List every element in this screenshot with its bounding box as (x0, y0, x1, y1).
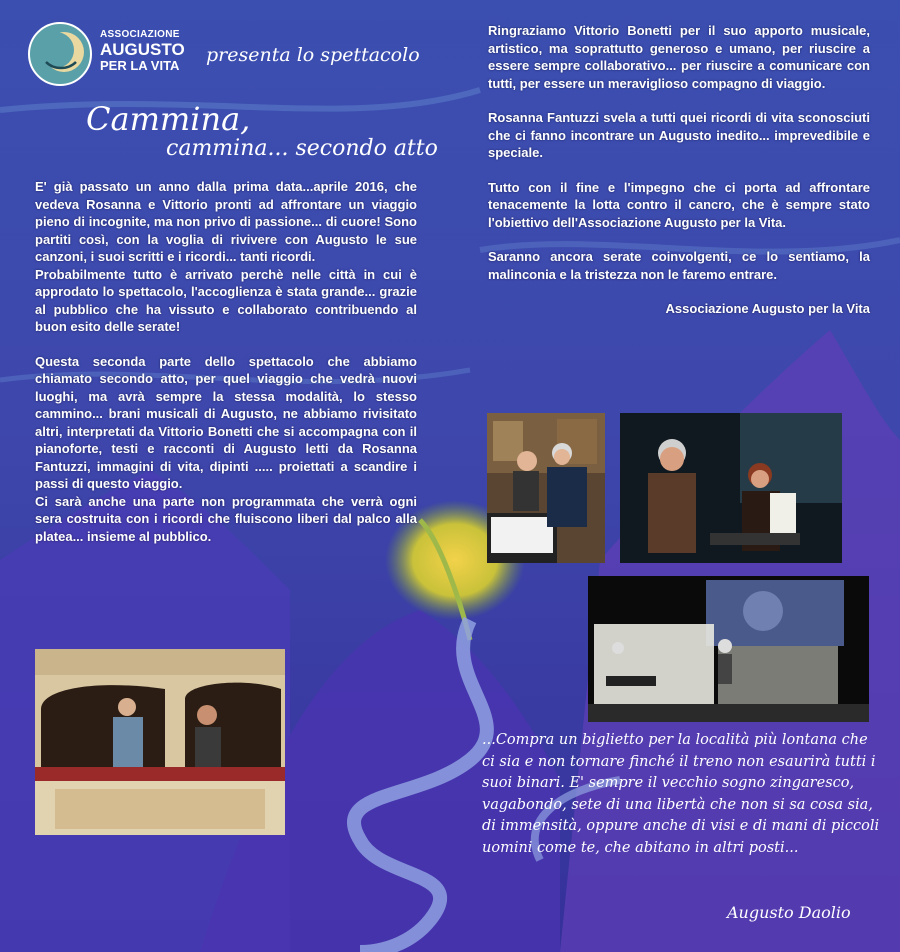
show-title-line-2: cammina... secondo atto (166, 136, 438, 161)
left-paragraph-4: Ci sarà anche una parte non programmata che verrà ogni sera costruita con i ricordi che fluiscono liberi dal palco alla platea... insieme al pubblico. (35, 493, 417, 544)
left-paragraph-2: Probabilmente tutto è arrivato perchè nelle città in cui è approdato lo spettacolo, l'accoglienza è stata grande... grazie al pubblico che ha vissuto e collaborato contribuendo al buon esito delle serate! (35, 266, 417, 334)
association-signature: Associazione Augusto per la Vita (665, 301, 870, 316)
left-text-column (35, 178, 417, 562)
photo-stage (588, 576, 869, 722)
presents-subtitle: presenta lo spettacolo (206, 44, 420, 66)
right-paragraph-2: Rosanna Fantuzzi svela a tutti quei ricordi di vita sconosciuti che ci fanno incontrare un Augusto inedito... imprevedibile e speciale. (488, 110, 870, 160)
right-paragraph-1: Ringraziamo Vittorio Bonetti per il suo apporto musicale, artistico, ma soprattutto generoso e umano, per riuscire a essere sempre collaborativo... per riuscire a comunicare con tutti, per essere un meraviglioso compagno di viaggio. (488, 23, 870, 91)
show-title-line-1: Cammina, (86, 100, 251, 138)
right-text-column (488, 22, 870, 335)
photo-piano (487, 413, 605, 563)
association-logo (28, 22, 92, 86)
left-paragraph-3: Questa seconda parte dello spettacolo che abbiamo chiamato secondo atto, per quel viaggio che vedrà nuovi luoghi, ma avrà sempre la stessa modalità, lo stesso cammino... brani musicali di Augusto, ne abbiamo rivisitato altri, interpretati da Vittorio Bonetti che si accompagna con il pianoforte, testi e racconti di Augusto letti da Rosanna Fantuzzi, immagini di vita, dipinti ..... proiettati a scandire i passi di questo viaggio. (35, 353, 417, 491)
right-paragraph-4: Saranno ancora serate coinvolgenti, ce lo sentiamo, la malinconia e la tristezza non le faremo entrare. (488, 249, 870, 282)
association-name (100, 30, 185, 72)
right-paragraph-3: Tutto con il fine e l'impegno che ci porta ad affrontare tenacemente la lotta contro il cancro, che è sempre stato l'obiettivo dell'Associazione Augusto per la Vita. (488, 179, 870, 230)
photo-concert (620, 413, 842, 563)
org-line-2: AUGUSTO (100, 40, 185, 59)
left-paragraph-1: E' già passato un anno dalla prima data...aprile 2016, che vedeva Rosanna e Vittorio pronti ad affrontare un viaggio pieno di incognite, ma non privo di passione... di cuore! Sono partiti così, con la voglia di rivivere con Augusto le sue canzoni, i suoi scritti e i ricordi... tanti ricordi. (35, 179, 417, 264)
org-line-3: PER LA VITA (100, 58, 180, 73)
photo-balcony (35, 649, 285, 835)
quote-text: ...Compra un biglietto per la località più lontana che ci sia e non tornare finché il treno non esaurirà tutti i suoi binari. E' sempre il vecchio sogno zingaresco, vagabondo, sete di una libertà che non si sa cosa sia, di immensità, oppure anche di visi e di mani di piccoli uomini come te, che abitano in altri posti... (482, 732, 880, 856)
org-line-1: ASSOCIAZIONE (100, 29, 180, 40)
quote-author: Augusto Daolio (727, 903, 851, 922)
